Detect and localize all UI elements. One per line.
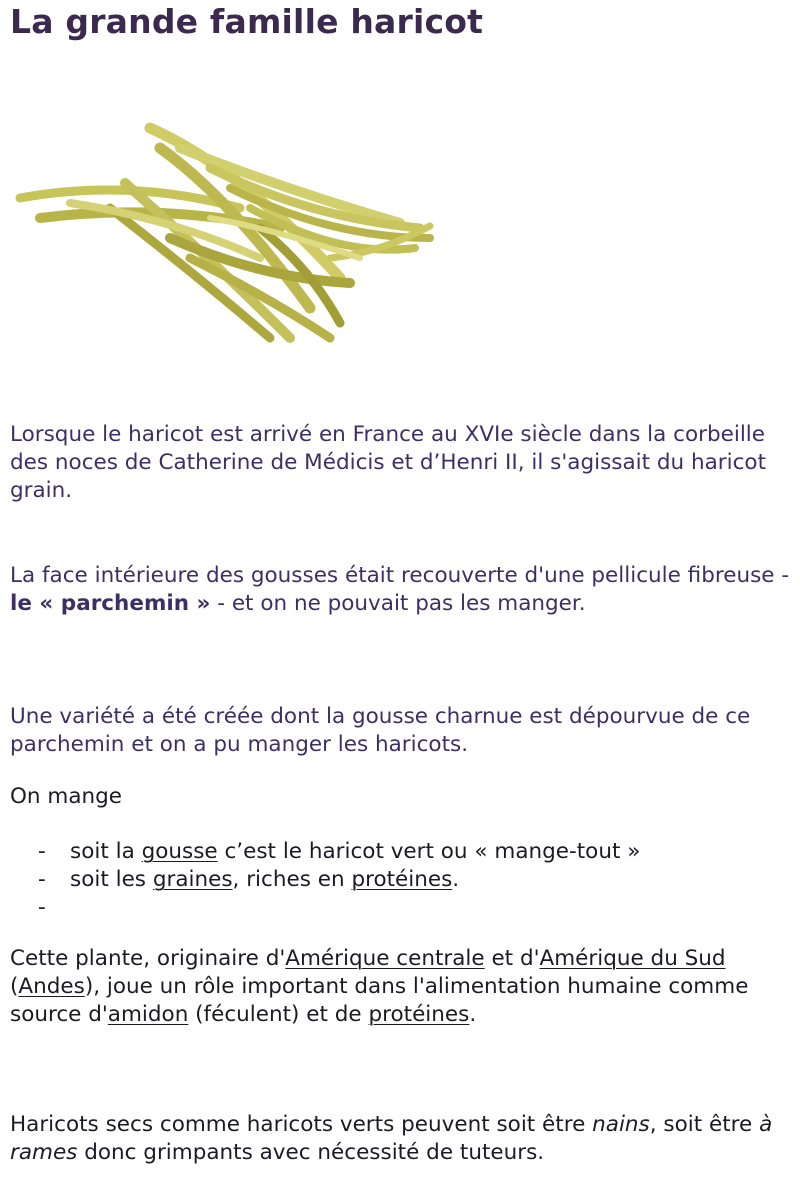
parchment-paragraph [10, 562, 790, 618]
link-amerique-centrale[interactable]: Amérique centrale [285, 946, 485, 971]
parchment-text-before: La face intérieure des gousses était recouverte d'une pellicule fibreuse - [10, 563, 790, 588]
list-item [38, 838, 640, 866]
intro-paragraph: Lorsque le haricot est arrivé en France au XVIe siècle dans la corbeille des noces de Catherine de Médicis et d’Henri II, il s'agissait du haricot grain. [10, 422, 767, 503]
list-item-text: soit la [70, 839, 142, 864]
growth-text: , soit être [649, 1112, 760, 1137]
link-gousse[interactable]: gousse [141, 839, 218, 864]
origin-text: (féculent) et de [188, 1002, 369, 1027]
list-dash: - [38, 839, 46, 864]
link-andes[interactable]: Andes [18, 974, 85, 999]
growth-paragraph [10, 1111, 800, 1167]
origin-text: Cette plante, originaire d' [10, 946, 286, 971]
list-item-text: , riches en [232, 867, 352, 892]
link-amidon[interactable]: amidon [107, 1002, 189, 1027]
term-nains: nains [592, 1112, 650, 1137]
edible-parts-list [38, 838, 640, 922]
term-a-rames: à rames [10, 1112, 773, 1165]
list-item [38, 866, 640, 894]
green-beans-illustration [10, 108, 440, 368]
origin-text: ), joue un rôle important dans l'alimentation humaine comme source d' [10, 974, 749, 1027]
page-title: La grande famille haricot [10, 2, 484, 41]
variety-paragraph: Une variété a été créée dont la gousse charnue est dépourvue de ce parchemin et on a pu manger les haricots. [10, 704, 751, 757]
list-dash: - [38, 867, 46, 892]
origin-paragraph [10, 945, 790, 1029]
list-item [38, 894, 640, 922]
growth-text: donc grimpants avec nécessité de tuteurs. [77, 1140, 545, 1165]
link-proteines-2[interactable]: protéines [368, 1002, 470, 1027]
list-item-text: c’est le haricot vert ou « mange-tout » [217, 839, 641, 864]
list-item-text: . [452, 867, 460, 892]
link-proteines[interactable]: protéines [351, 867, 453, 892]
list-item-text: soit les [70, 867, 153, 892]
on-mange-label: On mange [10, 784, 123, 809]
list-dash: - [38, 895, 46, 920]
parchment-text-after: - et on ne pouvait pas les manger. [210, 591, 586, 616]
parchment-term: le « parchemin » [10, 591, 211, 616]
growth-text: Haricots secs comme haricots verts peuvent soit être [10, 1112, 593, 1137]
link-amerique-du-sud[interactable]: Amérique du Sud [539, 946, 726, 971]
link-graines[interactable]: graines [152, 867, 233, 892]
origin-text: . [469, 1002, 477, 1027]
origin-text: ( [10, 974, 19, 999]
origin-text: et d' [484, 946, 540, 971]
